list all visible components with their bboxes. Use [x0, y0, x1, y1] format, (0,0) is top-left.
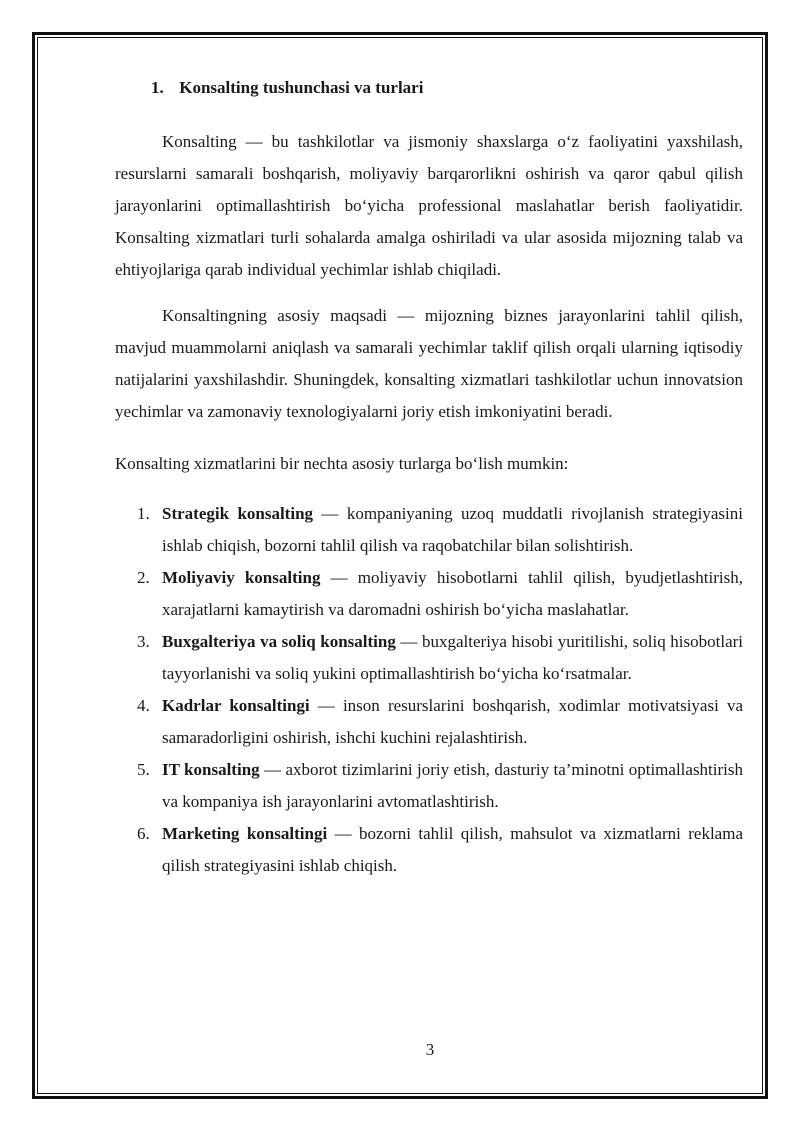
list-item-number: 3.: [137, 632, 150, 651]
list-item: [115, 562, 743, 626]
paragraph-definition: Konsalting — bu tashkilotlar va jismoniy shaxslarga o‘z faoliyatini yaxshilash, resurslarni samarali boshqarish, moliyaviy barqarorlikni oshirish va qaror qabul qilish jarayonlarini optimallashtirish bo‘yicha professional maslahatlar berish faoliyatidir. Konsalting xizmatlari turli sohalarda amalga oshiriladi va ular asosida mijozning talab va ehtiyojlariga qarab individual yechimlar ishlab chiqiladi.: [115, 132, 743, 279]
list-item-number: 5.: [137, 760, 150, 779]
list-item-description: — bozorni tahlil qilish, mahsulot va xizmatlarni reklama qilish strategiyasini ishlab chiqish.: [162, 824, 743, 875]
page-number: 3: [425, 1040, 435, 1059]
list-item-number: 6.: [137, 824, 150, 843]
section-heading: [115, 72, 743, 104]
list-item: [115, 690, 743, 754]
list-item-term: IT konsalting: [162, 760, 260, 779]
list-item: [115, 754, 743, 818]
section-heading-number: 1.: [151, 78, 164, 97]
list-item-term: Strategik konsalting: [162, 504, 314, 523]
list-item-number: 2.: [137, 568, 150, 587]
list-item-number: 1.: [137, 504, 150, 523]
section-heading-title: Konsalting tushunchasi va turlari: [179, 78, 424, 97]
list-item-term: Kadrlar konsaltingi: [162, 696, 310, 715]
list-item-description: — moliyaviy hisobotlarni tahlil qilish, byudjetlashtirish, xarajatlarni kamaytirish va daromadni oshirish bo‘yicha maslahatlar.: [162, 568, 743, 619]
list-item-term: Moliyaviy konsalting: [162, 568, 321, 587]
list-item-description: — inson resurslarini boshqarish, xodimlar motivatsiyasi va samaradorligini oshirish, ishchi kuchini rejalashtirish.: [162, 696, 744, 747]
paragraph-purpose: Konsaltingning asosiy maqsadi — mijozning biznes jarayonlarini tahlil qilish, mavjud muammolarni aniqlash va samarali yechimlar taklif qilish orqali ularning iqtisodiy natijalarini yaxshilashdir. Shuningdek, konsalting xizmatlari tashkilotlar uchun innovatsion yechimlar va zamonaviy texnologiyalarni joriy etish imkoniyatini beradi.: [115, 306, 743, 421]
page-content: [115, 72, 743, 882]
consulting-types-list: [115, 498, 743, 882]
types-intro: Konsalting xizmatlarini bir nechta asosiy turlarga bo‘lish mumkin:: [115, 454, 569, 473]
list-item-description: — axborot tizimlarini joriy etish, dasturiy ta’minotni optimallashtirish va kompaniya ish jarayonlarini avtomatlashtirish.: [162, 760, 744, 811]
list-item: [115, 818, 743, 882]
list-item: [115, 498, 743, 562]
list-item-description: — kompaniyaning uzoq muddatli rivojlanish strategiyasini ishlab chiqish, bozorni tahlil qilish va raqobatchilar bilan solishtirish.: [162, 504, 743, 555]
list-item-description: — buxgalteriya hisobi yuritilishi, soliq hisobotlari tayyorlanishi va soliq yukini optimallashtirish bo‘yicha ko‘rsatmalar.: [162, 632, 743, 683]
list-item-term: Marketing konsaltingi: [162, 824, 328, 843]
list-item-number: 4.: [137, 696, 150, 715]
list-item: [115, 626, 743, 690]
list-item-term: Buxgalteriya va soliq konsalting: [162, 632, 396, 651]
